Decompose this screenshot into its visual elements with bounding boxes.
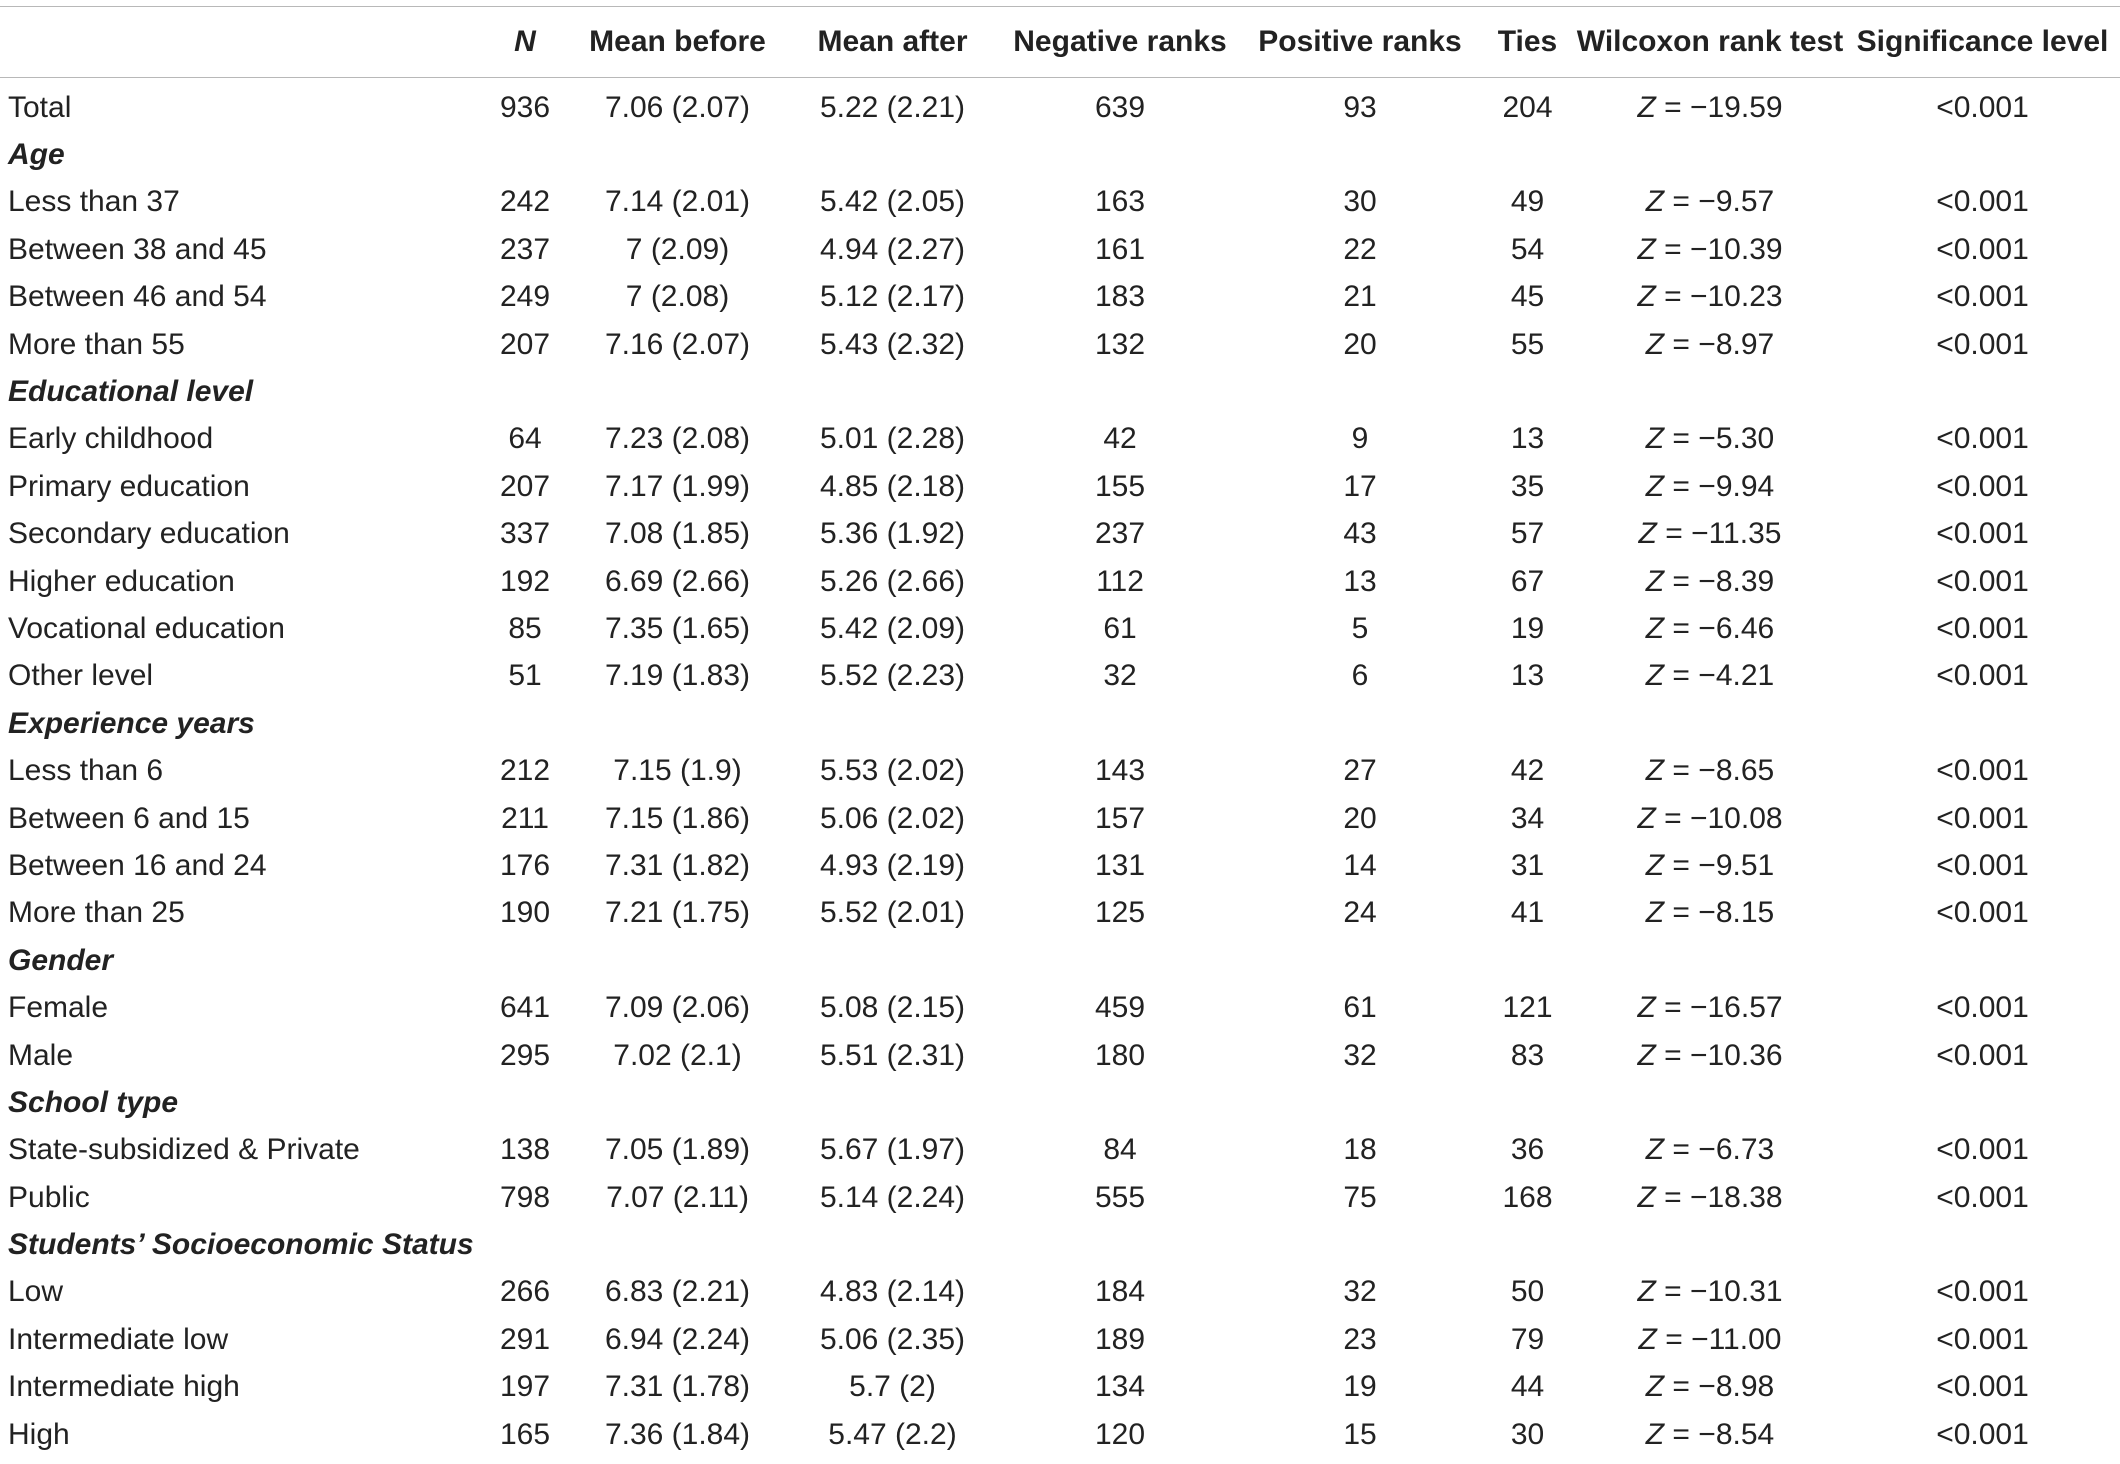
table-row bbox=[0, 1032, 2120, 1079]
cell-mean-after: 5.06 (2.35) bbox=[819, 1322, 966, 1356]
cell-mean-after: 5.12 (2.17) bbox=[819, 280, 966, 314]
cell-ties: 35 bbox=[1510, 469, 1545, 503]
cell-ties: 34 bbox=[1510, 801, 1545, 835]
row-label: More than 55 bbox=[8, 327, 185, 361]
group-header-row bbox=[0, 937, 2120, 984]
cell-wilcoxon: Z = −4.21 bbox=[1645, 659, 1775, 693]
z-symbol: Z bbox=[1645, 1370, 1665, 1404]
cell-mean-before: 7.15 (1.86) bbox=[604, 801, 751, 835]
cell-n: 337 bbox=[499, 517, 551, 551]
cell-positive-ranks: 27 bbox=[1343, 754, 1377, 788]
z-symbol: Z bbox=[1645, 896, 1665, 930]
cell-mean-after: 5.01 (2.28) bbox=[819, 422, 966, 456]
cell-positive-ranks: 30 bbox=[1343, 185, 1377, 219]
cell-mean-after: 5.7 (2) bbox=[849, 1370, 936, 1404]
z-value: −10.23 bbox=[1689, 280, 1783, 314]
cell-mean-before: 7.05 (1.89) bbox=[604, 1133, 751, 1167]
cell-wilcoxon: Z = −11.35 bbox=[1638, 517, 1782, 551]
z-value: −9.57 bbox=[1698, 185, 1775, 219]
cell-negative-ranks: 161 bbox=[1094, 232, 1146, 266]
cell-n: 85 bbox=[508, 611, 542, 645]
cell-negative-ranks: 180 bbox=[1094, 1038, 1146, 1072]
cell-ties: 57 bbox=[1510, 517, 1545, 551]
cell-positive-ranks: 15 bbox=[1343, 1417, 1377, 1451]
cell-wilcoxon: Z = −9.57 bbox=[1645, 185, 1775, 219]
cell-mean-before: 7.31 (1.82) bbox=[604, 848, 751, 882]
group-title: Age bbox=[8, 138, 65, 172]
row-label: Intermediate high bbox=[8, 1370, 240, 1404]
cell-mean-before: 7 (2.09) bbox=[625, 232, 730, 266]
group-header-row bbox=[0, 1079, 2120, 1126]
z-symbol: Z bbox=[1637, 991, 1656, 1025]
z-symbol: Z bbox=[1637, 280, 1656, 314]
cell-negative-ranks: 132 bbox=[1094, 327, 1146, 361]
row-label: Intermediate low bbox=[8, 1322, 229, 1356]
header-mean-before: Mean before bbox=[589, 25, 766, 58]
cell-ties: 13 bbox=[1510, 422, 1545, 456]
z-symbol: Z bbox=[1645, 469, 1665, 503]
z-value: −8.54 bbox=[1698, 1417, 1775, 1451]
cell-significance: <0.001 bbox=[1936, 1322, 2029, 1356]
table-row bbox=[0, 463, 2120, 510]
cell-mean-before: 7.35 (1.65) bbox=[604, 611, 751, 645]
z-value: −19.59 bbox=[1689, 90, 1783, 124]
cell-mean-after: 5.47 (2.2) bbox=[828, 1417, 957, 1451]
cell-significance: <0.001 bbox=[1936, 564, 2029, 598]
cell-ties: 55 bbox=[1510, 327, 1545, 361]
cell-ties: 41 bbox=[1510, 896, 1545, 930]
z-value: −10.39 bbox=[1689, 232, 1783, 266]
cell-n: 165 bbox=[499, 1417, 551, 1451]
cell-mean-before: 7.23 (2.08) bbox=[604, 422, 751, 456]
z-symbol: Z bbox=[1645, 185, 1665, 219]
cell-significance: <0.001 bbox=[1936, 848, 2029, 882]
cell-ties: 83 bbox=[1510, 1038, 1545, 1072]
group-header-row bbox=[0, 1221, 2120, 1268]
cell-ties: 54 bbox=[1510, 232, 1545, 266]
cell-significance: <0.001 bbox=[1936, 896, 2029, 930]
cell-mean-after: 4.83 (2.14) bbox=[819, 1275, 966, 1309]
cell-significance: <0.001 bbox=[1936, 1417, 2029, 1451]
row-label: Secondary education bbox=[8, 517, 290, 551]
cell-n: 266 bbox=[499, 1275, 551, 1309]
cell-n: 207 bbox=[499, 327, 551, 361]
cell-negative-ranks: 155 bbox=[1094, 469, 1146, 503]
cell-ties: 67 bbox=[1510, 564, 1545, 598]
row-label: Male bbox=[8, 1038, 74, 1072]
z-value: −10.08 bbox=[1689, 801, 1783, 835]
cell-wilcoxon: Z = −10.31 bbox=[1637, 1275, 1783, 1309]
cell-ties: 30 bbox=[1510, 1417, 1545, 1451]
cell-significance: <0.001 bbox=[1936, 659, 2029, 693]
cell-positive-ranks: 61 bbox=[1343, 991, 1377, 1025]
cell-n: 641 bbox=[499, 991, 551, 1025]
cell-mean-after: 5.52 (2.23) bbox=[819, 659, 966, 693]
cell-significance: <0.001 bbox=[1936, 1133, 2029, 1167]
cell-ties: 168 bbox=[1502, 1180, 1553, 1214]
cell-significance: <0.001 bbox=[1936, 1038, 2029, 1072]
cell-mean-after: 5.43 (2.32) bbox=[819, 327, 966, 361]
cell-significance: <0.001 bbox=[1936, 422, 2029, 456]
z-symbol: Z bbox=[1645, 422, 1665, 456]
row-label: Female bbox=[8, 991, 109, 1025]
header-significance: Significance level bbox=[1856, 25, 2109, 58]
cell-n: 249 bbox=[499, 280, 551, 314]
cell-mean-before: 7.02 (2.1) bbox=[613, 1038, 742, 1072]
cell-wilcoxon: Z = −8.98 bbox=[1645, 1370, 1775, 1404]
header-label bbox=[0, 7, 480, 78]
table-row bbox=[0, 1269, 2120, 1316]
z-value: −10.31 bbox=[1689, 1275, 1783, 1309]
cell-mean-before: 6.69 (2.66) bbox=[604, 564, 751, 598]
cell-n: 237 bbox=[499, 232, 551, 266]
z-symbol: Z bbox=[1645, 564, 1665, 598]
group-title: Educational level bbox=[8, 375, 254, 409]
cell-positive-ranks: 22 bbox=[1343, 232, 1377, 266]
row-label: Higher education bbox=[8, 564, 235, 598]
header-negative-ranks: Negative ranks bbox=[1013, 25, 1227, 58]
z-symbol: Z bbox=[1645, 327, 1665, 361]
cell-positive-ranks: 43 bbox=[1343, 517, 1377, 551]
cell-mean-after: 5.36 (1.92) bbox=[819, 517, 966, 551]
cell-negative-ranks: 61 bbox=[1103, 611, 1137, 645]
cell-mean-after: 5.08 (2.15) bbox=[819, 991, 966, 1025]
table-row bbox=[0, 1411, 2120, 1458]
group-header-row bbox=[0, 368, 2120, 415]
table-body bbox=[0, 78, 2120, 1459]
cell-mean-after: 5.06 (2.02) bbox=[819, 801, 966, 835]
cell-n: 211 bbox=[501, 801, 549, 835]
cell-positive-ranks: 14 bbox=[1343, 848, 1377, 882]
cell-ties: 204 bbox=[1502, 90, 1553, 124]
cell-wilcoxon: Z = −8.97 bbox=[1645, 327, 1775, 361]
table-row bbox=[0, 747, 2120, 794]
cell-mean-after: 5.42 (2.05) bbox=[819, 185, 966, 219]
cell-significance: <0.001 bbox=[1936, 327, 2029, 361]
z-symbol: Z bbox=[1645, 1417, 1665, 1451]
cell-mean-before: 7.07 (2.11) bbox=[606, 1180, 749, 1214]
group-title: Experience years bbox=[8, 706, 255, 740]
row-label: Between 16 and 24 bbox=[8, 848, 267, 882]
cell-mean-before: 7.19 (1.83) bbox=[604, 659, 751, 693]
z-symbol: Z bbox=[1645, 611, 1665, 645]
cell-negative-ranks: 459 bbox=[1094, 991, 1146, 1025]
header-mean-after: Mean after bbox=[817, 25, 968, 58]
header-positive-ranks: Positive ranks bbox=[1258, 25, 1462, 58]
cell-n: 192 bbox=[499, 564, 551, 598]
header-wilcoxon: Wilcoxon rank test bbox=[1576, 25, 1844, 58]
cell-significance: <0.001 bbox=[1936, 1275, 2029, 1309]
cell-negative-ranks: 184 bbox=[1094, 1275, 1146, 1309]
row-label: Less than 6 bbox=[8, 754, 164, 788]
cell-positive-ranks: 24 bbox=[1343, 896, 1377, 930]
row-label: Primary education bbox=[8, 469, 250, 503]
table-row bbox=[0, 605, 2120, 652]
cell-positive-ranks: 23 bbox=[1343, 1322, 1377, 1356]
cell-wilcoxon: Z = −16.57 bbox=[1637, 991, 1783, 1025]
cell-negative-ranks: 42 bbox=[1103, 422, 1137, 456]
cell-wilcoxon: Z = −5.30 bbox=[1645, 422, 1775, 456]
cell-negative-ranks: 639 bbox=[1094, 90, 1146, 124]
cell-negative-ranks: 237 bbox=[1094, 517, 1146, 551]
group-header-row bbox=[0, 131, 2120, 178]
cell-positive-ranks: 9 bbox=[1351, 422, 1369, 456]
z-value: −6.46 bbox=[1698, 611, 1775, 645]
cell-significance: <0.001 bbox=[1936, 1180, 2029, 1214]
cell-ties: 121 bbox=[1502, 991, 1553, 1025]
table-row bbox=[0, 511, 2120, 558]
cell-mean-before: 7.15 (1.9) bbox=[613, 754, 742, 788]
table-row bbox=[0, 1174, 2120, 1221]
cell-negative-ranks: 112 bbox=[1096, 564, 1144, 598]
z-value: −18.38 bbox=[1689, 1180, 1783, 1214]
cell-wilcoxon: Z = −8.54 bbox=[1645, 1417, 1775, 1451]
cell-mean-after: 5.22 (2.21) bbox=[819, 90, 966, 124]
cell-significance: <0.001 bbox=[1936, 469, 2029, 503]
cell-positive-ranks: 5 bbox=[1351, 611, 1369, 645]
z-value: −11.00 bbox=[1691, 1322, 1782, 1356]
cell-significance: <0.001 bbox=[1936, 991, 2029, 1025]
table-row bbox=[0, 1316, 2120, 1363]
table-row bbox=[0, 226, 2120, 273]
cell-ties: 50 bbox=[1510, 1275, 1545, 1309]
cell-positive-ranks: 6 bbox=[1351, 659, 1369, 693]
cell-positive-ranks: 93 bbox=[1343, 90, 1377, 124]
cell-wilcoxon: Z = −10.23 bbox=[1637, 280, 1783, 314]
cell-significance: <0.001 bbox=[1936, 754, 2029, 788]
cell-mean-before: 6.83 (2.21) bbox=[604, 1275, 751, 1309]
cell-n: 190 bbox=[499, 896, 551, 930]
cell-significance: <0.001 bbox=[1936, 280, 2029, 314]
cell-significance: <0.001 bbox=[1936, 232, 2029, 266]
cell-negative-ranks: 555 bbox=[1094, 1180, 1146, 1214]
cell-mean-before: 7.21 (1.75) bbox=[604, 896, 751, 930]
z-symbol: Z bbox=[1638, 517, 1657, 551]
row-label: Vocational education bbox=[8, 611, 285, 645]
cell-mean-before: 6.94 (2.24) bbox=[604, 1322, 751, 1356]
table-row-total bbox=[0, 78, 2120, 132]
table-header-row bbox=[0, 7, 2120, 78]
cell-wilcoxon: Z = −18.38 bbox=[1637, 1180, 1783, 1214]
cell-n: 51 bbox=[508, 659, 542, 693]
cell-mean-after: 5.42 (2.09) bbox=[819, 611, 966, 645]
wilcoxon-results-table bbox=[0, 6, 2120, 1458]
cell-negative-ranks: 183 bbox=[1094, 280, 1146, 314]
cell-ties: 31 bbox=[1510, 848, 1545, 882]
z-symbol: Z bbox=[1645, 659, 1665, 693]
table-row bbox=[0, 416, 2120, 463]
cell-wilcoxon: Z = −10.08 bbox=[1637, 801, 1783, 835]
cell-n: 242 bbox=[499, 185, 551, 219]
cell-mean-after: 4.85 (2.18) bbox=[819, 469, 966, 503]
cell-mean-after: 5.52 (2.01) bbox=[819, 896, 966, 930]
cell-negative-ranks: 120 bbox=[1094, 1417, 1146, 1451]
table-row bbox=[0, 1364, 2120, 1411]
cell-positive-ranks: 32 bbox=[1343, 1275, 1377, 1309]
row-label: Other level bbox=[8, 659, 154, 693]
cell-negative-ranks: 131 bbox=[1094, 848, 1146, 882]
cell-ties: 45 bbox=[1510, 280, 1545, 314]
row-label: Between 6 and 15 bbox=[8, 801, 250, 835]
row-label: State-subsidized & Private bbox=[8, 1133, 360, 1167]
row-label: Less than 37 bbox=[8, 185, 180, 219]
header-n: N bbox=[514, 25, 536, 58]
cell-significance: <0.001 bbox=[1936, 801, 2029, 835]
cell-wilcoxon: Z = −6.46 bbox=[1645, 611, 1775, 645]
z-value: −11.35 bbox=[1691, 517, 1782, 551]
row-label: Public bbox=[8, 1180, 90, 1214]
z-value: −9.51 bbox=[1698, 848, 1775, 882]
z-symbol: Z bbox=[1637, 232, 1656, 266]
z-value: −8.39 bbox=[1698, 564, 1775, 598]
header-ties: Ties bbox=[1497, 25, 1558, 58]
cell-n: 138 bbox=[499, 1133, 551, 1167]
table-row bbox=[0, 179, 2120, 226]
cell-negative-ranks: 143 bbox=[1094, 754, 1146, 788]
cell-negative-ranks: 189 bbox=[1094, 1322, 1146, 1356]
cell-ties: 79 bbox=[1510, 1322, 1545, 1356]
cell-n: 936 bbox=[499, 90, 551, 124]
table-row bbox=[0, 274, 2120, 321]
cell-mean-after: 4.94 (2.27) bbox=[819, 232, 966, 266]
cell-n: 291 bbox=[499, 1322, 551, 1356]
cell-negative-ranks: 157 bbox=[1094, 801, 1146, 835]
cell-significance: <0.001 bbox=[1936, 517, 2029, 551]
cell-mean-before: 7.14 (2.01) bbox=[604, 185, 751, 219]
cell-n: 212 bbox=[499, 754, 551, 788]
cell-n: 64 bbox=[508, 422, 542, 456]
cell-positive-ranks: 75 bbox=[1343, 1180, 1377, 1214]
z-value: −5.30 bbox=[1698, 422, 1775, 456]
cell-significance: <0.001 bbox=[1936, 611, 2029, 645]
z-symbol: Z bbox=[1645, 1133, 1665, 1167]
table-row bbox=[0, 984, 2120, 1031]
cell-mean-before: 7 (2.08) bbox=[625, 280, 730, 314]
cell-positive-ranks: 19 bbox=[1343, 1370, 1377, 1404]
cell-mean-before: 7.31 (1.78) bbox=[604, 1370, 751, 1404]
z-value: −8.65 bbox=[1698, 754, 1775, 788]
cell-mean-after: 5.14 (2.24) bbox=[819, 1180, 966, 1214]
cell-positive-ranks: 21 bbox=[1343, 280, 1377, 314]
cell-n: 176 bbox=[499, 848, 551, 882]
cell-wilcoxon: Z = −9.51 bbox=[1645, 848, 1775, 882]
z-value: −8.97 bbox=[1698, 327, 1775, 361]
cell-negative-ranks: 163 bbox=[1094, 185, 1146, 219]
z-symbol: Z bbox=[1645, 754, 1665, 788]
cell-negative-ranks: 125 bbox=[1094, 896, 1146, 930]
z-symbol: Z bbox=[1645, 848, 1665, 882]
group-header-row bbox=[0, 700, 2120, 747]
row-label: Between 38 and 45 bbox=[8, 232, 267, 266]
table-row bbox=[0, 321, 2120, 368]
cell-ties: 36 bbox=[1510, 1133, 1545, 1167]
cell-mean-after: 5.67 (1.97) bbox=[819, 1133, 966, 1167]
table-row bbox=[0, 795, 2120, 842]
z-value: −8.98 bbox=[1698, 1370, 1775, 1404]
cell-positive-ranks: 32 bbox=[1343, 1038, 1377, 1072]
cell-ties: 49 bbox=[1510, 185, 1545, 219]
cell-mean-after: 5.53 (2.02) bbox=[819, 754, 966, 788]
cell-wilcoxon: Z = −6.73 bbox=[1645, 1133, 1775, 1167]
table-row bbox=[0, 1127, 2120, 1174]
cell-positive-ranks: 20 bbox=[1343, 327, 1377, 361]
cell-wilcoxon: Z = −11.00 bbox=[1638, 1322, 1782, 1356]
cell-wilcoxon: Z = −8.15 bbox=[1645, 896, 1775, 930]
z-value: −9.94 bbox=[1698, 469, 1775, 503]
cell-ties: 19 bbox=[1510, 611, 1545, 645]
table-row bbox=[0, 558, 2120, 605]
group-title: Gender bbox=[8, 943, 114, 977]
z-symbol: Z bbox=[1637, 1180, 1656, 1214]
group-title: School type bbox=[8, 1085, 179, 1119]
z-value: −8.15 bbox=[1698, 896, 1775, 930]
cell-n: 798 bbox=[499, 1180, 551, 1214]
cell-mean-before: 7.17 (1.99) bbox=[604, 469, 751, 503]
cell-wilcoxon: Z = −19.59 bbox=[1637, 90, 1783, 124]
z-value: −10.36 bbox=[1689, 1038, 1783, 1072]
row-label: More than 25 bbox=[8, 896, 185, 930]
cell-significance: <0.001 bbox=[1936, 185, 2029, 219]
cell-wilcoxon: Z = −10.39 bbox=[1637, 232, 1783, 266]
z-value: −6.73 bbox=[1698, 1133, 1775, 1167]
table-row bbox=[0, 842, 2120, 889]
cell-n: 197 bbox=[499, 1370, 551, 1404]
cell-mean-before: 7.09 (2.06) bbox=[604, 991, 751, 1025]
cell-mean-before: 7.08 (1.85) bbox=[604, 517, 751, 551]
cell-positive-ranks: 13 bbox=[1343, 564, 1377, 598]
z-value: −4.21 bbox=[1698, 659, 1775, 693]
cell-mean-after: 4.93 (2.19) bbox=[819, 848, 966, 882]
cell-mean-after: 5.51 (2.31) bbox=[819, 1038, 966, 1072]
z-symbol: Z bbox=[1637, 801, 1656, 835]
cell-ties: 44 bbox=[1510, 1370, 1545, 1404]
cell-mean-after: 5.26 (2.66) bbox=[819, 564, 966, 598]
cell-significance: <0.001 bbox=[1936, 1370, 2029, 1404]
cell-negative-ranks: 32 bbox=[1103, 659, 1137, 693]
table-row bbox=[0, 653, 2120, 700]
cell-ties: 42 bbox=[1510, 754, 1545, 788]
cell-wilcoxon: Z = −9.94 bbox=[1645, 469, 1775, 503]
cell-ties: 13 bbox=[1510, 659, 1545, 693]
cell-wilcoxon: Z = −10.36 bbox=[1637, 1038, 1783, 1072]
cell-wilcoxon: Z = −8.39 bbox=[1645, 564, 1775, 598]
cell-n: 207 bbox=[499, 469, 551, 503]
row-label: Between 46 and 54 bbox=[8, 280, 267, 314]
z-symbol: Z bbox=[1638, 1322, 1657, 1356]
cell-mean-before: 7.06 (2.07) bbox=[604, 90, 751, 124]
z-symbol: Z bbox=[1637, 1275, 1656, 1309]
row-label: Total bbox=[8, 90, 72, 124]
cell-mean-before: 7.16 (2.07) bbox=[604, 327, 751, 361]
z-value: −16.57 bbox=[1689, 991, 1783, 1025]
cell-negative-ranks: 84 bbox=[1103, 1133, 1137, 1167]
cell-n: 295 bbox=[499, 1038, 551, 1072]
row-label: High bbox=[8, 1417, 70, 1451]
z-symbol: Z bbox=[1637, 1038, 1656, 1072]
cell-positive-ranks: 20 bbox=[1343, 801, 1377, 835]
table-row bbox=[0, 890, 2120, 937]
cell-mean-before: 7.36 (1.84) bbox=[604, 1417, 751, 1451]
cell-wilcoxon: Z = −8.65 bbox=[1645, 754, 1775, 788]
cell-significance: <0.001 bbox=[1936, 90, 2029, 124]
row-label: Early childhood bbox=[8, 422, 214, 456]
row-label: Low bbox=[8, 1275, 64, 1309]
group-title: Students’ Socioeconomic Status bbox=[8, 1228, 474, 1262]
cell-negative-ranks: 134 bbox=[1094, 1370, 1146, 1404]
cell-positive-ranks: 17 bbox=[1343, 469, 1377, 503]
cell-positive-ranks: 18 bbox=[1343, 1133, 1377, 1167]
